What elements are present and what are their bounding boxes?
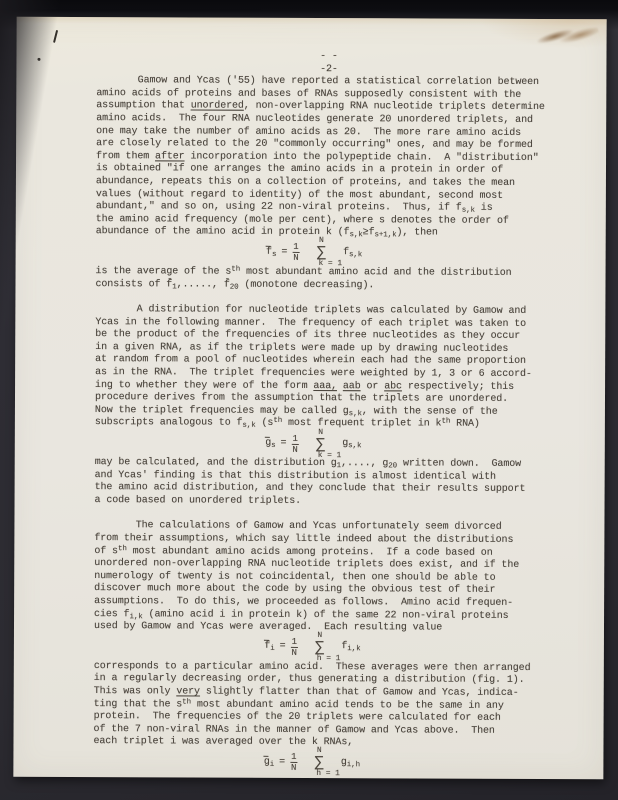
equation-lhs: [264, 756, 274, 769]
text-line: as in the RNA. The triplet frequencies were weighted by 1, 3 or 6 accord-: [95, 367, 532, 381]
text-line: discover much more about the code by using the obvious test of their: [94, 583, 496, 597]
text-line: subscripts analogous to $f_{s,k}$ ($s^{th}$ most frequent triplet in $k^{th}$ RNA): [94, 417, 480, 431]
summation-upper-limit: N: [318, 427, 323, 437]
text-line: abundance, repeats this on a collection of proteins, and takes the mean: [95, 176, 515, 189]
fraction: [290, 752, 297, 773]
superscript: th: [117, 544, 127, 553]
text-line: consists of $f̄_1$,....., $f̄_{20}$ (monotone decreasing).: [95, 278, 375, 292]
subscript: 20: [388, 462, 398, 471]
subscript: s,k: [349, 231, 363, 240]
fraction-denominator: N: [291, 763, 297, 774]
text-line: assumptions. To do this, we proceeded as follows. Amino acid frequen-: [94, 596, 514, 609]
paragraph: [95, 304, 561, 432]
summation: [307, 746, 340, 779]
equation-argument: $f_{i,k}$: [341, 641, 361, 654]
subscript: s,k: [348, 441, 362, 450]
superscript: th: [182, 697, 192, 707]
summation-lower-limit: h = 1: [316, 769, 340, 779]
equation: [68, 236, 561, 270]
text-line: the amino acid distribution, and they conclude that their results support: [94, 482, 526, 496]
subscript: i: [269, 760, 275, 769]
subscript: s+1,k: [374, 231, 397, 240]
fraction-denominator: N: [293, 253, 299, 264]
text-line: amino acids of proteins and bases of RNAs supposedly consistent with the: [96, 87, 522, 101]
superscript: th: [231, 265, 241, 274]
text-line: at random from a pool of nucleotides wherein each had the same proportion: [95, 354, 526, 368]
equation-lhs: [264, 641, 274, 654]
subscript: s: [271, 441, 276, 450]
text-line: Ycas in the following manner. The frequency of each triplet was taken to: [95, 316, 527, 330]
text-line: in a given RNA, as if the triplets were made up by drawing nucleotides: [95, 341, 509, 355]
coffee-stain: [534, 15, 600, 56]
text-line: is the average of the $s^{th}$ most abundant amino acid and the distribution: [95, 265, 512, 279]
equation: [65, 746, 558, 780]
pen-slash-mark: [53, 30, 58, 43]
text-line: used by Gamow and Ycas were averaged. Each resulting value: [93, 621, 443, 634]
text-line: from their assumptions, which say little indeed about the distributions: [94, 533, 514, 546]
paragraph: [93, 661, 558, 751]
equation-argument: $g_{s,k}$: [342, 437, 362, 450]
text-line: protein. The frequencies of the 20 triplets were calculated for each: [93, 711, 501, 724]
paragraph: [94, 520, 559, 635]
subscript: s,k: [461, 206, 475, 215]
summation: [310, 236, 343, 269]
fraction-numerator: 1: [293, 242, 299, 253]
text-line: corresponds to a particular amino acid. These averages were then arranged: [93, 660, 531, 674]
underlined-word: abc: [384, 380, 402, 393]
summation-upper-limit: N: [319, 236, 324, 246]
typewritten-text: [93, 50, 561, 778]
superscript: th: [273, 417, 283, 426]
text-line: are closely related to the 20 "commonly occurring" ones, and may be formed: [96, 138, 533, 152]
subscript: s: [271, 250, 277, 259]
summation: [309, 427, 342, 460]
subscript: 1: [336, 462, 342, 471]
overlined-variable: g: [263, 756, 270, 768]
text-line: assumption that unordered, non-overlapping RNA nucleotide triplets determine: [96, 100, 545, 114]
underlined-word: aab: [342, 380, 361, 392]
text-line: ting that the $s^{th}$ most abundant amino acid tends to be the same in any: [93, 697, 504, 712]
text-line: ing to whether they were of the form aaa, aab or abc respectively; this: [95, 379, 515, 393]
subscript: s,k: [242, 422, 256, 431]
text-line: is obtained "if one arranges the amino acids in a protein in order of: [95, 163, 504, 177]
summation-upper-limit: N: [317, 631, 323, 641]
overlined-variable: g: [265, 437, 272, 449]
text-line: abundant," and so on, using 22 non-viral proteins. Thus, if $f_{s,k}$ is: [95, 201, 493, 215]
text-line: of the 7 non-viral RNAs in the manner of Gamow and Ycas above. Then: [93, 723, 495, 737]
overlined-variable: f: [264, 641, 271, 653]
paragraph: [96, 75, 562, 241]
text-line: values (without regard to identity) of the most abundant, second most: [95, 188, 504, 202]
subscript: i,h: [346, 760, 360, 769]
document-page: [13, 17, 606, 780]
sigma-symbol: ∑: [315, 639, 325, 657]
fraction-denominator: N: [291, 648, 297, 659]
text-line: from them after incorporation into the polypeptide chain. A "distribution": [96, 150, 539, 164]
underlined-word: very: [176, 686, 200, 698]
page-dashes: - -: [320, 51, 338, 63]
equation-argument: $g_{i,h}$: [340, 756, 360, 769]
fraction-numerator: 1: [292, 433, 298, 444]
subscript: i,k: [347, 645, 361, 654]
text-line: a code based on unordered triplets.: [94, 494, 302, 507]
summation-upper-limit: N: [316, 746, 322, 756]
underlined-word: after: [155, 151, 185, 163]
sigma-symbol: ∑: [316, 435, 325, 453]
text-line: and Ycas' finding is that this distribution is almost identical with: [94, 469, 496, 483]
equation: [67, 427, 560, 461]
text-line: The calculations of Gamow and Ycas unfortunately seem divorced: [94, 520, 502, 534]
text-line: This was only very slightly flatter than that of Gamow and Ycas, indica-: [93, 685, 519, 699]
sigma-symbol: ∑: [314, 754, 324, 772]
fraction-numerator: 1: [291, 752, 297, 763]
equals-sign: =: [281, 246, 288, 258]
text-line: numerology of twenty is not coincidental, then one should be able to: [94, 570, 496, 584]
equals-sign: =: [280, 437, 287, 449]
subscript: s,k: [348, 410, 362, 419]
subscript: 20: [229, 283, 239, 292]
text-line: be the product of the frequencies of its three nucleotides as they occur: [95, 329, 521, 343]
text-line: one may take the number of amino acids as 20. The more rare amino acids: [96, 125, 522, 139]
text-line: procedure derives from the assumption that the triplets are unordered.: [94, 392, 509, 406]
equation-lhs: [266, 246, 276, 259]
underlined-word: aaa,: [313, 380, 338, 392]
text-line: Gamow and Ycas ('55) have reported a statistical correlation between: [96, 75, 539, 89]
fraction: [291, 637, 298, 658]
text-line: A distribution for nucleotide triplets was calculated by Gamow and: [95, 304, 527, 318]
equation: [66, 631, 559, 665]
fraction-numerator: 1: [291, 637, 297, 648]
summation-lower-limit: k = 1: [317, 450, 342, 460]
text-line: may be calculated, and the distribution $g_1$,...., $g_{20}$ written down. Gamow: [94, 457, 522, 471]
text-line: abundance of the amino acid in protein k $(f_{s,k}\ge f_{s+1,k})$, then: [95, 226, 438, 240]
paragraph: [95, 266, 560, 293]
equation-argument: $f_{s,k}$: [343, 246, 363, 259]
paragraph: [95, 457, 560, 509]
page-number: -2-: [320, 63, 338, 75]
text-line: each triplet i was averaged over the k RNAs,: [93, 736, 354, 749]
overlined-variable: f: [266, 246, 272, 258]
text-line: of $s^{th}$ most abundant amino acids among proteins. If a code based on: [94, 544, 493, 559]
pen-dot-mark: [37, 58, 40, 61]
sigma-symbol: ∑: [316, 244, 326, 262]
equation-lhs: [265, 438, 275, 451]
text-line: cies $f_{i,k}$ (amino acid i in protein k) of the same 22 non-viral proteins: [94, 608, 509, 622]
superscript: th: [441, 418, 451, 427]
subscript: i,k: [129, 612, 143, 621]
text-line: the amino acid frequency (mole per cent), where s denotes the order of: [95, 213, 509, 227]
equals-sign: =: [279, 641, 286, 653]
text-line: unordered non-overlapping RNA nucleotide triplets does exist, and if the: [94, 558, 520, 572]
summation-lower-limit: h = 1: [316, 654, 341, 664]
text-line: Now the triplet frequencies may be called $g_{s,k}$, with the sense of the: [94, 404, 498, 419]
text-line: in a regularly decreasing order, thus generating a distribution (fig. 1).: [93, 673, 525, 687]
text-line: amino acids. The four RNA nucleotides generate 20 unordered triplets, and: [96, 113, 533, 126]
equals-sign: =: [279, 756, 286, 768]
underlined-word: unordered: [190, 100, 244, 113]
subscript: i: [270, 645, 275, 654]
subscript: s,k: [348, 250, 363, 259]
fraction: [292, 242, 299, 263]
fraction-denominator: N: [292, 444, 298, 455]
subscript: 1: [172, 282, 177, 291]
fraction: [291, 433, 298, 454]
summation: [308, 631, 341, 664]
summation-lower-limit: k = 1: [318, 259, 343, 269]
